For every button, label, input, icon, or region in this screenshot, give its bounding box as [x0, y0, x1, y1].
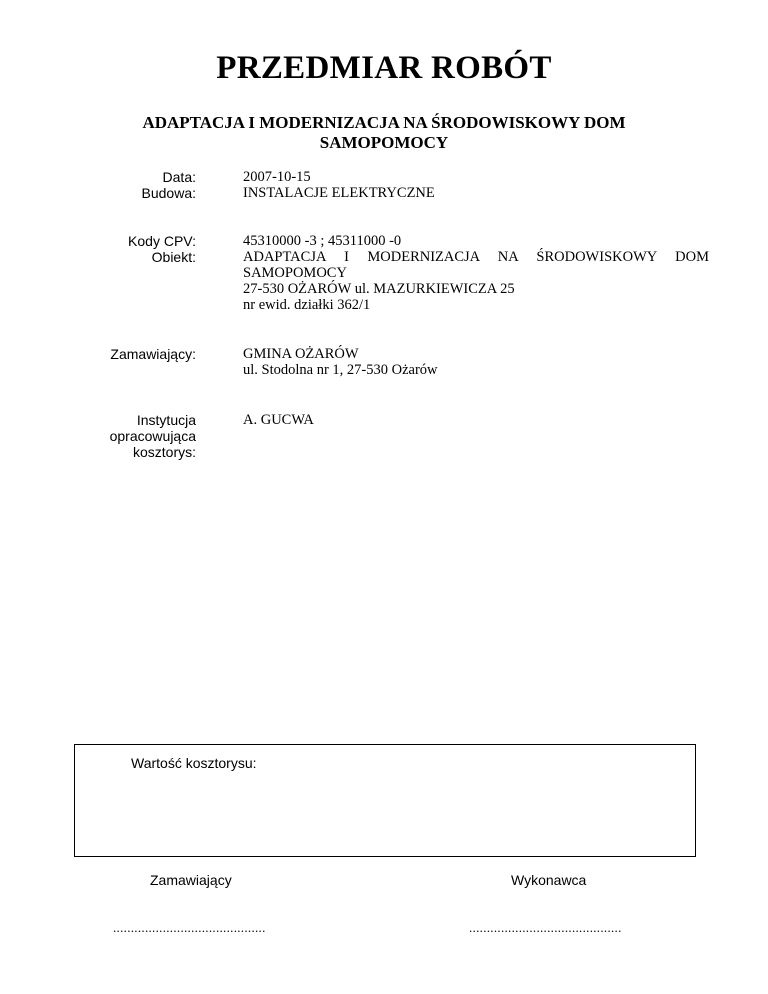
zamawiajacy-line-2: ul. Stodolna nr 1, 27-530 Ożarów: [243, 362, 438, 378]
field-instytucja-label: [60, 412, 196, 460]
instytucja-label-line-2: opracowująca: [109, 428, 196, 444]
cost-box: [74, 744, 696, 857]
field-data-label: Data:: [162, 169, 196, 185]
obiekt-line-3: 27-530 OŻARÓW ul. MAZURKIEWICZA 25: [243, 281, 515, 297]
subtitle-line-1: ADAPTACJA I MODERNIZACJA NA ŚRODOWISKOWY DOM: [142, 113, 626, 132]
obiekt-line-4: nr ewid. działki 362/1: [243, 297, 371, 313]
signature-right-line: ...........................................: [469, 920, 622, 935]
field-instytucja-value: A. GUCWA: [243, 412, 314, 428]
project-subtitle: [100, 113, 668, 153]
document-title: PRZEDMIAR ROBÓT: [216, 50, 552, 86]
subtitle-line-2: SAMOPOMOCY: [319, 133, 449, 152]
instytucja-label-line-3: kosztorys:: [132, 444, 196, 460]
field-obiekt-label: Obiekt:: [151, 249, 196, 265]
signature-right-label: Wykonawca: [511, 872, 587, 888]
obiekt-line-2: SAMOPOMOCY: [243, 265, 347, 281]
field-data-value: 2007-10-15: [243, 169, 311, 185]
instytucja-label-line-1: Instytucja: [136, 412, 196, 428]
field-zamawiajacy-value: [243, 346, 709, 378]
field-kody-cpv-value: 45310000 -3 ; 45311000 -0: [243, 233, 402, 249]
field-budowa-value: INSTALACJE ELEKTRYCZNE: [243, 185, 435, 201]
signature-left-line: ...........................................: [113, 920, 266, 935]
field-kody-cpv-label: Kody CPV:: [128, 233, 196, 249]
signature-left-label: Zamawiający: [150, 872, 232, 888]
obiekt-line-1: ADAPTACJA I MODERNIZACJA NA ŚRODOWISKOWY DOM: [243, 249, 709, 265]
field-zamawiajacy-label: Zamawiający:: [110, 346, 196, 362]
zamawiajacy-line-1: GMINA OŻARÓW: [243, 346, 359, 362]
cost-box-label: Wartość kosztorysu:: [131, 755, 257, 771]
field-obiekt-value: [243, 249, 709, 313]
field-budowa-label: Budowa:: [141, 185, 196, 201]
